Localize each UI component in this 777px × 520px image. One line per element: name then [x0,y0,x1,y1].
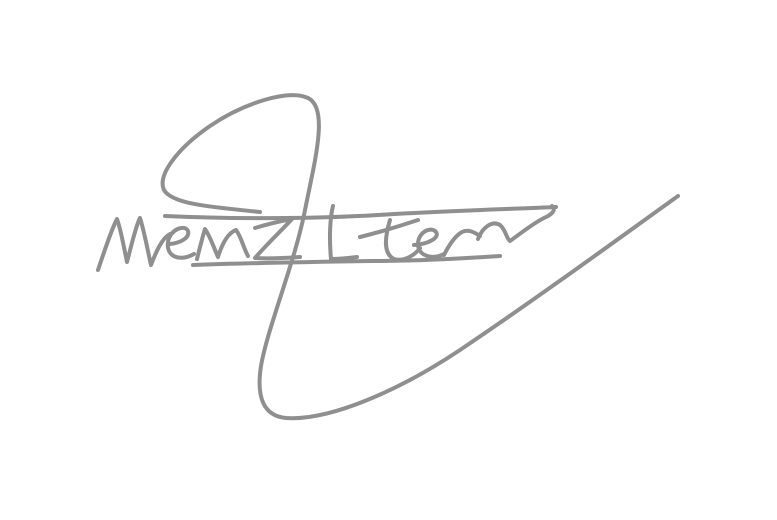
stroke-letter-m [98,218,170,270]
stroke-letter-t [360,220,420,260]
stroke-letter-e [168,228,194,258]
stroke-letter-r [444,231,480,255]
stroke-letter-n [197,229,248,259]
stroke-letter-e2 [330,206,357,259]
signature-strokes [98,95,678,418]
stroke-flourish-loop [163,95,678,418]
